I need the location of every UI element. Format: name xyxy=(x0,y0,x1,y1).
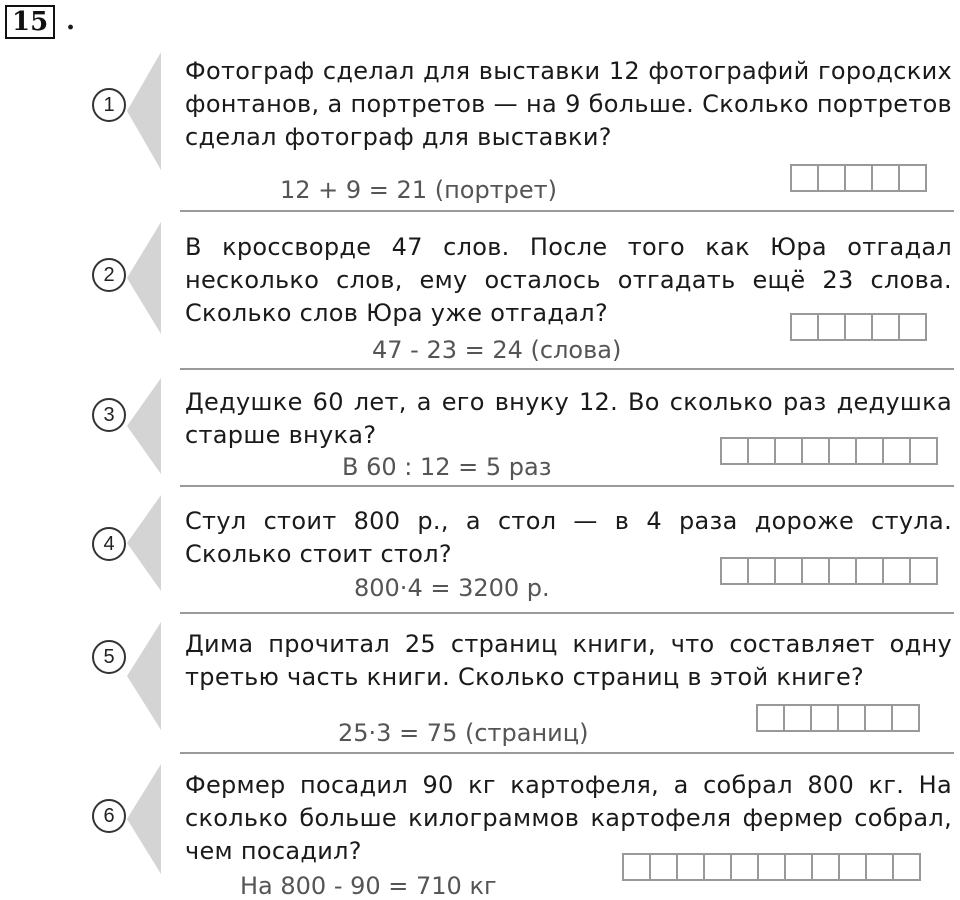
wedge-icon xyxy=(125,52,165,170)
answer-cell[interactable] xyxy=(817,313,846,341)
answer-cell[interactable] xyxy=(810,704,839,732)
wedge-icon xyxy=(125,495,165,591)
answer-cell[interactable] xyxy=(790,313,819,341)
answer-cell[interactable] xyxy=(838,853,867,881)
answer-cell[interactable] xyxy=(909,437,938,465)
answer-cell[interactable] xyxy=(676,853,705,881)
problem-text: Фотограф сделал для выставки 12 фотографий городских фонтанов, а портретов — на 9 больше. Сколько портретов сделал фотограф для выставки? xyxy=(185,57,952,151)
answer-cell[interactable] xyxy=(871,313,900,341)
answer-cell[interactable] xyxy=(730,853,759,881)
answer-cell[interactable] xyxy=(720,557,749,585)
problem-text: Дима прочитал 25 страниц книги, что составляет одну третью часть книги. Сколько страниц в этой книге? xyxy=(185,630,952,691)
answer-cell[interactable] xyxy=(865,853,894,881)
divider-line xyxy=(180,210,954,212)
handwritten-answer[interactable]: В 60 : 12 = 5 раз xyxy=(342,453,552,481)
answer-cells[interactable] xyxy=(624,853,921,881)
wedge-icon xyxy=(125,764,165,874)
answer-cell[interactable] xyxy=(784,853,813,881)
problem-number: 3 xyxy=(92,398,126,432)
problem-number: 2 xyxy=(92,258,126,292)
problem-text: Дедушке 60 лет, а его внуку 12. Во сколько раз дедушка старше внука? xyxy=(185,388,952,449)
handwritten-answer[interactable]: 25·3 = 75 (страниц) xyxy=(338,719,589,747)
answer-cell[interactable] xyxy=(844,313,873,341)
handwritten-answer[interactable]: 800·4 = 3200 р. xyxy=(354,574,550,602)
problem-text: Стул стоит 800 р., а стол — в 4 раза дороже стула. Сколько стоит стол? xyxy=(185,507,952,568)
answer-cell[interactable] xyxy=(892,853,921,881)
wedge-icon xyxy=(125,378,165,474)
handwritten-answer[interactable]: 47 - 23 = 24 (слова) xyxy=(372,336,622,364)
answer-cell[interactable] xyxy=(649,853,678,881)
answer-cell[interactable] xyxy=(855,557,884,585)
answer-cell[interactable] xyxy=(774,557,803,585)
answer-cell[interactable] xyxy=(898,313,927,341)
problem-number: 1 xyxy=(92,88,126,122)
answer-cell[interactable] xyxy=(811,853,840,881)
exercise-number-dot: . xyxy=(66,6,76,36)
answer-cell[interactable] xyxy=(828,437,857,465)
answer-cells[interactable] xyxy=(758,704,920,732)
answer-cell[interactable] xyxy=(844,164,873,192)
answer-cell[interactable] xyxy=(747,557,776,585)
answer-cell[interactable] xyxy=(817,164,846,192)
answer-cells[interactable] xyxy=(792,313,927,341)
answer-cell[interactable] xyxy=(837,704,866,732)
answer-cell[interactable] xyxy=(774,437,803,465)
answer-cell[interactable] xyxy=(747,437,776,465)
handwritten-answer[interactable]: На 800 - 90 = 710 кг xyxy=(240,872,497,900)
answer-cell[interactable] xyxy=(855,437,884,465)
divider-line xyxy=(180,485,954,487)
exercise-number: 15 xyxy=(5,5,55,39)
answer-cell[interactable] xyxy=(882,437,911,465)
answer-cell[interactable] xyxy=(882,557,911,585)
answer-cell[interactable] xyxy=(898,164,927,192)
handwritten-answer[interactable]: 12 + 9 = 21 (портрет) xyxy=(280,176,558,204)
answer-cell[interactable] xyxy=(828,557,857,585)
answer-cells[interactable] xyxy=(722,557,938,585)
problem-number: 5 xyxy=(92,640,126,674)
answer-cell[interactable] xyxy=(891,704,920,732)
divider-line xyxy=(180,612,954,614)
answer-cell[interactable] xyxy=(756,704,785,732)
problem-text: В кроссворде 47 слов. После того как Юра отгадал несколько слов, ему осталось отгадать ещё 23 слова. Сколько слов Юра уже отгадал? xyxy=(185,233,952,327)
answer-cell[interactable] xyxy=(909,557,938,585)
answer-cell[interactable] xyxy=(783,704,812,732)
answer-cell[interactable] xyxy=(864,704,893,732)
answer-cell[interactable] xyxy=(871,164,900,192)
answer-cells[interactable] xyxy=(792,164,927,192)
divider-line xyxy=(180,368,954,370)
problem-text: Фермер посадил 90 кг картофеля, а собрал 800 кг. На сколько больше килограммов картофеля фермер собрал, чем посадил? xyxy=(185,771,952,865)
answer-cell[interactable] xyxy=(720,437,749,465)
answer-cell[interactable] xyxy=(790,164,819,192)
answer-cells[interactable] xyxy=(722,437,938,465)
problem-number: 6 xyxy=(92,799,126,833)
divider-line xyxy=(180,752,954,754)
wedge-icon xyxy=(125,622,165,730)
answer-cell[interactable] xyxy=(757,853,786,881)
answer-cell[interactable] xyxy=(622,853,651,881)
wedge-icon xyxy=(125,222,165,334)
answer-cell[interactable] xyxy=(703,853,732,881)
answer-cell[interactable] xyxy=(801,557,830,585)
problem-number: 4 xyxy=(92,527,126,561)
answer-cell[interactable] xyxy=(801,437,830,465)
